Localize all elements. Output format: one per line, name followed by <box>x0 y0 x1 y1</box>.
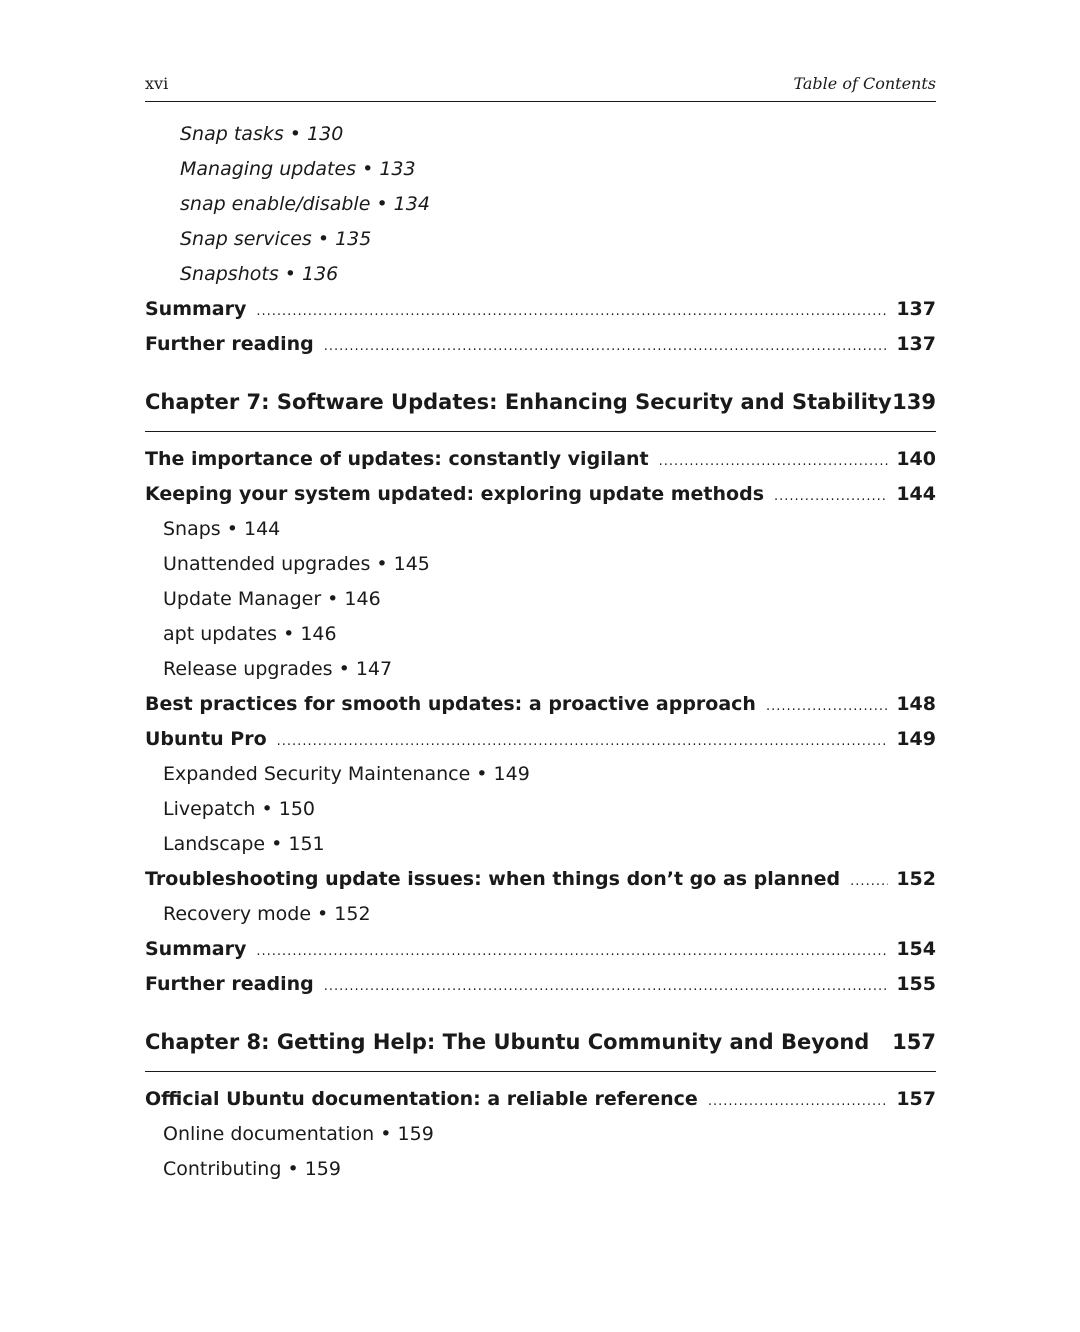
running-header <box>145 72 936 96</box>
toc-section[interactable] <box>145 687 936 722</box>
toc-subsection[interactable]: apt updates • 146 <box>163 623 337 645</box>
toc-section-title: Official Ubuntu documentation: a reliable reference <box>145 1088 698 1110</box>
toc-subsection[interactable]: Recovery mode • 152 <box>163 903 371 925</box>
chapter-title: Chapter 8: Getting Help: The Ubuntu Community and Beyond <box>145 1030 870 1054</box>
toc-section-further-reading[interactable] <box>145 327 936 362</box>
toc-subsection[interactable]: Contributing • 159 <box>163 1158 341 1180</box>
toc-section[interactable] <box>145 862 936 897</box>
toc-subsubsection[interactable]: Snapshots • 136 <box>180 263 339 285</box>
toc-chapter-7[interactable] <box>145 380 936 432</box>
dot-leader <box>850 864 888 897</box>
toc-page-number: 148 <box>896 693 936 715</box>
toc-page-number: 137 <box>896 298 936 320</box>
toc-page-number: 137 <box>896 333 936 355</box>
toc-subsection[interactable]: Release upgrades • 147 <box>163 658 393 680</box>
toc-subsection[interactable]: Expanded Security Maintenance • 149 <box>163 763 530 785</box>
toc-section[interactable] <box>145 1082 936 1117</box>
toc-subsubsection[interactable]: Managing updates • 133 <box>180 158 416 180</box>
toc-page-number: 149 <box>896 728 936 750</box>
toc-subsection[interactable]: Snaps • 144 <box>163 518 281 540</box>
header-rule <box>145 101 936 102</box>
toc-subsection[interactable]: Livepatch • 150 <box>163 798 315 820</box>
toc-section[interactable] <box>145 932 936 967</box>
toc-page-number: 154 <box>896 938 936 960</box>
toc-page-number: 155 <box>896 973 936 995</box>
dot-leader <box>659 444 889 477</box>
toc-subsection[interactable]: Online documentation • 159 <box>163 1123 434 1145</box>
chapter-page-number: 157 <box>892 1030 936 1054</box>
toc-subsubsection[interactable]: Snap services • 135 <box>180 228 372 250</box>
toc-section-title: Troubleshooting update issues: when things don’t go as planned <box>145 868 841 890</box>
toc-section-title: The importance of updates: constantly vigilant <box>145 448 649 470</box>
toc-section-title: Summary <box>145 298 247 320</box>
dot-leader <box>774 479 888 512</box>
dot-leader <box>708 1084 889 1117</box>
dot-leader <box>277 724 889 757</box>
toc-subsection[interactable]: Landscape • 151 <box>163 833 325 855</box>
toc-section-title: Keeping your system updated: exploring update methods <box>145 483 765 505</box>
dot-leader <box>256 294 888 327</box>
toc-section-title: Summary <box>145 938 247 960</box>
toc-list <box>145 117 936 1187</box>
dot-leader <box>324 969 889 1002</box>
dot-leader <box>766 689 888 722</box>
toc-section[interactable] <box>145 477 936 512</box>
toc-section-title: Ubuntu Pro <box>145 728 267 750</box>
toc-subsection[interactable]: Unattended upgrades • 145 <box>163 553 430 575</box>
dot-leader <box>256 934 888 967</box>
toc-page-number: 140 <box>896 448 936 470</box>
chapter-page-number: 139 <box>892 390 936 414</box>
toc-subsubsection[interactable]: snap enable/disable • 134 <box>180 193 430 215</box>
toc-section-title: Further reading <box>145 333 314 355</box>
page-number: xvi <box>145 74 169 93</box>
toc-section-title: Further reading <box>145 973 314 995</box>
toc-section[interactable] <box>145 722 936 757</box>
toc-chapter-8[interactable] <box>145 1020 936 1072</box>
toc-section[interactable] <box>145 967 936 1002</box>
toc-page <box>145 0 936 1332</box>
toc-section[interactable] <box>145 442 936 477</box>
running-title: Table of Contents <box>793 74 936 93</box>
toc-section-title: Best practices for smooth updates: a proactive approach <box>145 693 756 715</box>
dot-leader <box>324 329 889 362</box>
toc-subsection[interactable]: Update Manager • 146 <box>163 588 381 610</box>
toc-page-number: 152 <box>896 868 936 890</box>
toc-subsubsection[interactable]: Snap tasks • 130 <box>180 123 344 145</box>
toc-page-number: 157 <box>896 1088 936 1110</box>
toc-page-number: 144 <box>896 483 936 505</box>
toc-section-summary[interactable] <box>145 292 936 327</box>
chapter-title: Chapter 7: Software Updates: Enhancing Security and Stability <box>145 390 892 414</box>
